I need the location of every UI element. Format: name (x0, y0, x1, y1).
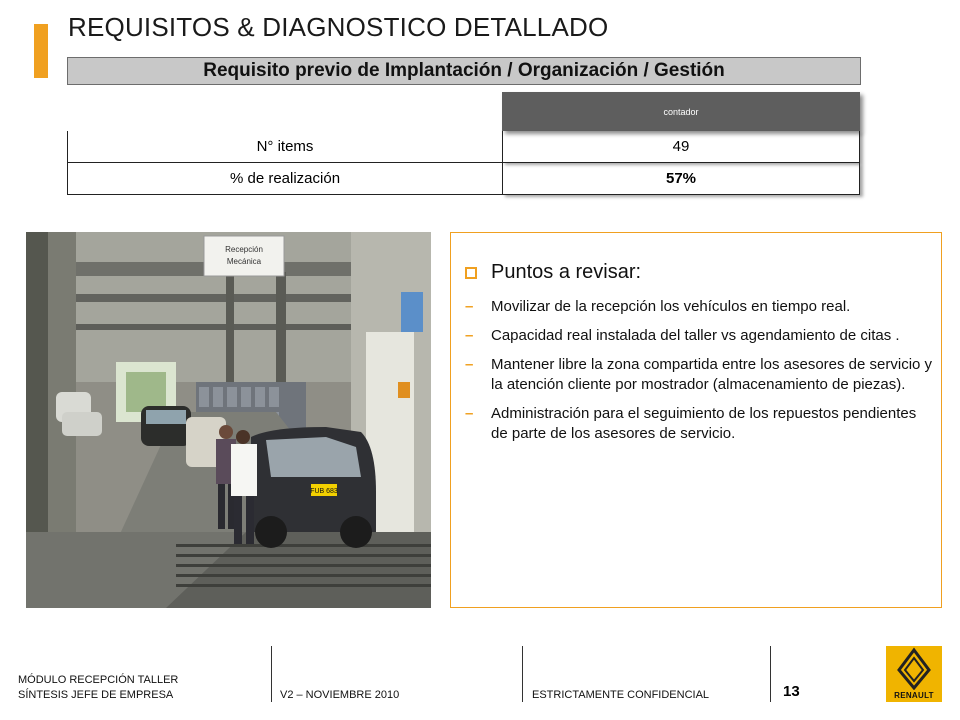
bullet-dash: – (465, 405, 474, 422)
workshop-photo (26, 232, 431, 608)
table-row (67, 163, 860, 195)
list-item-text: Administración para el seguimiento de los repuestos pendientes de parte de los asesores de servicio. (491, 405, 917, 442)
list-item (465, 404, 935, 444)
page-number: 13 (783, 683, 800, 700)
counter-table (67, 92, 860, 195)
footer-module-line1: MÓDULO RECEPCIÓN TALLER (18, 674, 179, 686)
row-label-items: N° items (67, 131, 502, 163)
checkbox-icon (465, 267, 477, 279)
table-corner-cell (67, 92, 502, 131)
list-item (465, 355, 935, 395)
renault-logo (886, 646, 942, 702)
footer-confidential: ESTRICTAMENTE CONFIDENCIAL (532, 689, 710, 701)
table-header-row (67, 92, 860, 131)
column-header-contador: contador (502, 92, 860, 131)
photo-sign-line2: Mecánica (226, 257, 262, 266)
title-accent-bar (34, 24, 48, 78)
section-subtitle: Requisito previo de Implantación / Organización / Gestión (67, 57, 861, 85)
list-item-text: Capacidad real instalada del taller vs agendamiento de citas . (491, 327, 900, 344)
footer-module-line2: SÍNTESIS JEFE DE EMPRESA (18, 689, 174, 701)
bullet-dash: – (465, 356, 474, 373)
list-item-text: Movilizar de la recepción los vehículos en tiempo real. (491, 298, 851, 315)
photo-plate: FUB 683 (310, 488, 338, 495)
footer-divider (271, 646, 272, 702)
footer-version: V2 – NOVIEMBRE 2010 (280, 689, 400, 701)
page-title: REQUISITOS & DIAGNOSTICO DETALLADO (68, 12, 609, 42)
review-points-panel (450, 232, 942, 608)
list-item (465, 326, 935, 346)
bullet-dash: – (465, 298, 474, 315)
footer-divider (770, 646, 771, 702)
row-label-realizacion: % de realización (67, 163, 502, 195)
renault-diamond-icon (886, 646, 942, 690)
row-value-items: 49 (502, 131, 860, 163)
row-value-realizacion: 57% (502, 163, 860, 195)
bullet-dash: – (465, 327, 474, 344)
footer-divider (522, 646, 523, 702)
review-points-title: Puntos a revisar: (491, 261, 642, 283)
logo-text: RENAULT (894, 691, 934, 700)
review-points-list (465, 297, 935, 453)
list-item-text: Mantener libre la zona compartida entre los asesores de servicio y la atención cliente por mostrador (almacenamiento de piezas). (491, 356, 933, 393)
review-points-header (465, 261, 641, 284)
photo-sign-line1: Recepción (225, 245, 263, 254)
table-row (67, 131, 860, 163)
list-item (465, 297, 935, 317)
